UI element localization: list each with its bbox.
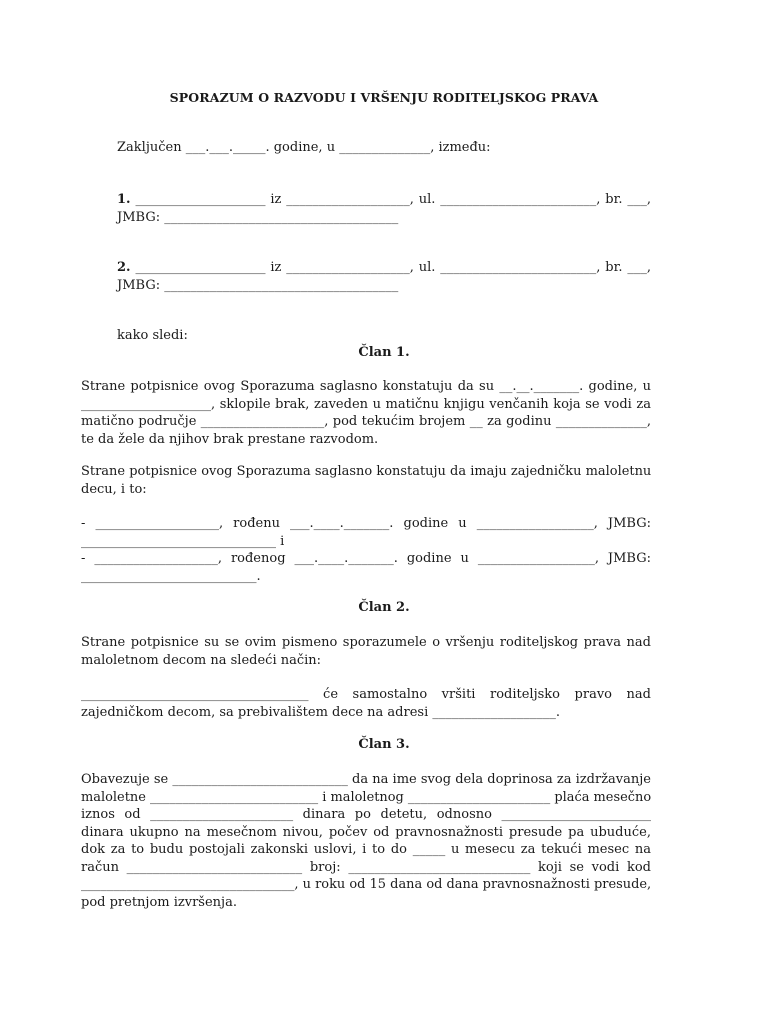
text-line: zajedničkom decom, sa prebivalištem dece na adresi ___________________. (81, 704, 561, 720)
child-2-line: - ___________________, rođenog ___.____._______. godine u __________________, JMBG: (81, 551, 651, 566)
clan-3-paragraph-1 (81, 771, 651, 911)
text-line: dok za to budu postojali zakonski uslovi, i to do _____ u mesecu za tekući mesec na (81, 842, 651, 857)
text-line: decu, i to: (81, 481, 147, 497)
clan-1-heading: Član 1. (358, 345, 410, 360)
text-line: te da žele da njihov brak prestane razvodom. (81, 431, 379, 447)
clan-2-heading: Član 2. (358, 600, 410, 615)
concluded-line: Zaključen ___.___._____. godine, u ______________, između: (117, 140, 491, 155)
clan-1-paragraph-2 (81, 463, 651, 498)
kako-sledi: kako sledi: (117, 328, 188, 343)
text-line: Strane potpisnice ovog Sporazuma saglasno konstatuju da imaju zajedničku maloletnu (81, 464, 652, 479)
party-2 (117, 259, 651, 294)
text-line: Strane potpisnice ovog Sporazuma saglasno konstatuju da su __.__._______. godine, u (81, 379, 651, 394)
document-title: SPORAZUM O RAZVODU I VRŠENJU RODITELJSKOG PRAVA (169, 90, 599, 105)
party-1 (117, 191, 651, 226)
text-line: maloletne __________________________ i maloletnog ______________________ plaća mesečno (81, 789, 652, 805)
party-1-number: 1. (117, 192, 131, 207)
text-line: ____________________, sklopile brak, zaveden u matičnu knjigu venčanih koja se vodi za (81, 396, 651, 412)
party-2-jmbg: JMBG: ____________________________________ (117, 277, 399, 293)
text-line: iznos od ______________________ dinara po detetu, odnosno _______________________ (81, 807, 651, 822)
clan-1-children-list (81, 515, 651, 585)
party-2-line-1: ____________________ iz ___________________, ul. ________________________, br. ___, (135, 260, 651, 275)
text-line: Strane potpisnice su se ovim pismeno sporazumele o vršenju roditeljskog prava nad (81, 635, 651, 650)
text-line: račun ___________________________ broj: ____________________________ koji se vodi kod (81, 859, 651, 875)
child-1-jmbg: ______________________________ i (81, 533, 285, 549)
text-line: maloletnom decom na sledeći način: (81, 652, 322, 668)
text-line: matično područje ___________________, pod tekućim brojem __ za godinu ______________, (81, 414, 651, 429)
text-line: pod pretnjom izvršenja. (81, 894, 237, 910)
clan-2-paragraph-1 (81, 634, 651, 669)
party-1-line-1: ____________________ iz ___________________, ul. ________________________, br. ___, (135, 192, 651, 207)
clan-1-paragraph-1 (81, 378, 651, 448)
party-2-number: 2. (117, 260, 131, 275)
clan-3-heading: Član 3. (358, 737, 410, 752)
text-line: ___________________________________ će samostalno vršiti roditeljsko pravo nad (81, 687, 651, 702)
text-line: dinara ukupno na mesečnom nivou, počev od pravnosnažnosti presude pa ubuduće, (81, 824, 651, 840)
child-1-line: - ___________________, rođenu ___.____._______. godine u __________________, JMBG: (81, 516, 651, 531)
text-line: _________________________________, u roku od 15 dana od dana pravnosnažnosti presude, (81, 877, 652, 892)
party-1-jmbg: JMBG: ____________________________________ (117, 209, 399, 225)
text-line: Obavezuje se ___________________________ da na ime svog dela doprinosa za izdržavanje (81, 772, 651, 787)
child-2-jmbg: ___________________________. (81, 568, 261, 584)
clan-2-paragraph-2 (81, 686, 651, 721)
